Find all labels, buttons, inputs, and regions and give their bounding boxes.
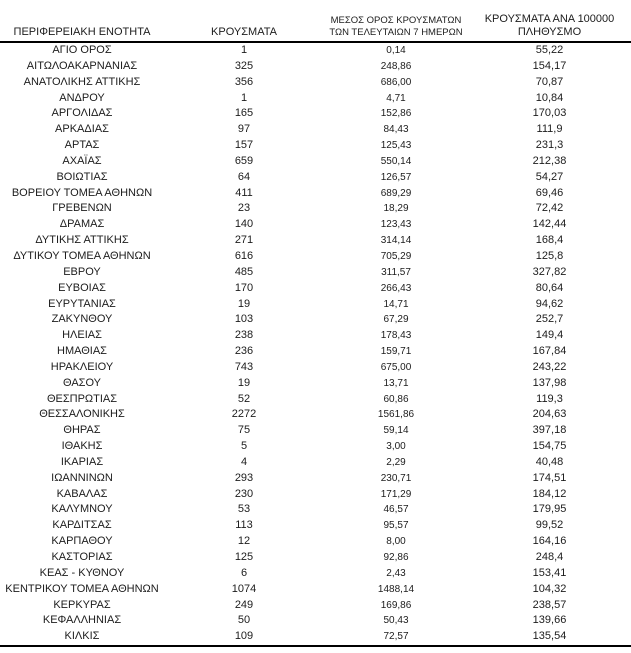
- table-row: [0, 154, 631, 170]
- region-cell: ΑΡΓΟΛΙΔΑΣ: [51, 107, 113, 120]
- table-row: [0, 217, 631, 233]
- table-row: [0, 392, 631, 408]
- per100k-cell: 238,57: [532, 598, 567, 611]
- region-cell: ΗΡΑΚΛΕΙΟΥ: [50, 360, 114, 373]
- region-cell: ΔΥΤΙΚΟΥ ΤΟΜΕΑ ΑΘΗΝΩΝ: [13, 249, 151, 262]
- cases-cell: 103: [234, 313, 254, 326]
- cases-cell: 411: [235, 186, 253, 199]
- region-cell: ΑΡΤΑΣ: [64, 139, 100, 152]
- avg7-cell: 689,29: [380, 187, 412, 199]
- region-cell: ΘΕΣΣΑΛΟΝΙΚΗΣ: [39, 408, 125, 421]
- per100k-cell: 80,64: [535, 281, 564, 294]
- cases-cell: 165: [234, 107, 254, 120]
- region-cell: ΘΗΡΑΣ: [63, 424, 101, 437]
- region-cell: ΚΙΛΚΙΣ: [64, 630, 100, 643]
- table-row: [0, 42, 631, 59]
- per100k-cell: 149,4: [535, 329, 564, 342]
- region-cell: ΕΥΒΟΙΑΣ: [58, 281, 106, 294]
- per100k-cell: 40,48: [535, 455, 564, 468]
- per100k-cell: 70,87: [535, 75, 564, 88]
- avg7-cell: 67,29: [383, 314, 409, 326]
- col-header-region-label: ΠΕΡΙΦΕΡΕΙΑΚΗ ΕΝΟΤΗΤΑ: [13, 25, 151, 38]
- table-row: [0, 439, 631, 455]
- cases-cell: 236: [234, 345, 254, 358]
- per100k-cell: 327,82: [532, 265, 567, 278]
- col-header-cases-label: ΚΡΟΥΣΜΑΤΑ: [211, 25, 277, 38]
- region-cell: ΚΑΡΔΙΤΣΑΣ: [52, 519, 112, 532]
- per100k-cell: 154,17: [532, 59, 567, 72]
- region-cell: ΑΙΤΩΛΟΑΚΑΡΝΑΝΙΑΣ: [26, 59, 138, 72]
- cases-cell: 19: [237, 297, 251, 310]
- region-cell: ΗΛΕΙΑΣ: [62, 329, 102, 342]
- per100k-cell: 153,41: [532, 566, 567, 579]
- region-cell: ΚΕΦΑΛΛΗΝΙΑΣ: [42, 614, 122, 627]
- region-cell: ΚΕΡΚΥΡΑΣ: [53, 598, 111, 611]
- table-row: [0, 629, 631, 646]
- cases-cell: 113: [235, 519, 253, 532]
- per100k-cell: 94,62: [535, 297, 564, 310]
- per100k-cell: 179,95: [532, 503, 567, 516]
- per100k-cell: 54,27: [535, 170, 564, 183]
- per100k-cell: 139,66: [532, 614, 567, 627]
- avg7-cell: 126,57: [380, 171, 412, 183]
- region-cell: ΚΕΝΤΡΙΚΟΥ ΤΟΜΕΑ ΑΘΗΝΩΝ: [5, 582, 159, 595]
- region-cell: ΚΑΛΥΜΝΟΥ: [51, 503, 113, 516]
- table-row: [0, 344, 631, 360]
- region-cell: ΒΟΡΕΙΟΥ ΤΟΜΕΑ ΑΘΗΝΩΝ: [11, 186, 153, 199]
- avg7-cell: 46,57: [383, 504, 409, 516]
- per100k-cell: 72,42: [535, 202, 564, 215]
- avg7-cell: 59,14: [383, 425, 409, 437]
- per100k-cell: 243,22: [532, 360, 567, 373]
- per100k-cell: 184,12: [532, 487, 567, 500]
- avg7-cell: 266,43: [380, 282, 412, 294]
- per100k-cell: 135,54: [532, 630, 567, 643]
- col-header-7day-avg-line1: ΜΕΣΟΣ ΟΡΟΣ ΚΡΟΥΣΜΑΤΩΝ: [330, 15, 462, 26]
- region-cell: ΘΕΣΠΡΩΤΙΑΣ: [46, 392, 118, 405]
- avg7-cell: 230,71: [380, 472, 412, 484]
- avg7-cell: 14,71: [383, 298, 409, 310]
- cases-cell: 5: [240, 440, 248, 453]
- cases-cell: 125: [234, 551, 254, 563]
- region-cell: ΖΑΚΥΝΘΟΥ: [51, 313, 113, 326]
- avg7-cell: 314,14: [380, 235, 412, 247]
- avg7-cell: 95,57: [383, 520, 409, 532]
- table-row: [0, 75, 631, 91]
- per100k-cell: 174,51: [532, 471, 567, 484]
- table-row: [0, 186, 631, 202]
- cases-cell: 2272: [231, 408, 257, 421]
- avg7-cell: 4,71: [386, 92, 406, 104]
- per100k-cell: 10,84: [535, 91, 564, 104]
- cases-cell: 4: [240, 455, 248, 468]
- avg7-cell: 686,00: [380, 76, 412, 88]
- avg7-cell: 311,57: [381, 266, 411, 278]
- table-row: [0, 59, 631, 75]
- col-header-7day-avg-line2: ΤΩΝ ΤΕΛΕΥΤΑΙΩΝ 7 ΗΜΕΡΩΝ: [329, 26, 463, 38]
- avg7-cell: 60,86: [383, 393, 409, 405]
- cases-cell: 743: [234, 360, 254, 373]
- table-row: [0, 122, 631, 138]
- cases-cell: 1: [240, 91, 248, 104]
- per100k-cell: 397,18: [532, 424, 567, 437]
- per100k-cell: 204,63: [532, 408, 567, 421]
- table-row: [0, 297, 631, 313]
- table-row: [0, 487, 631, 503]
- avg7-cell: 84,43: [383, 124, 409, 136]
- per100k-cell: 164,16: [532, 535, 567, 548]
- cases-cell: 485: [234, 265, 254, 278]
- per100k-cell: 231,3: [535, 139, 564, 152]
- cases-cell: 52: [237, 392, 251, 405]
- header-row: [0, 0, 631, 42]
- region-cell: ΑΝΔΡΟΥ: [59, 91, 105, 104]
- per100k-cell: 125,8: [535, 249, 564, 262]
- per100k-cell: 104,32: [532, 582, 567, 595]
- region-cell: ΚΑΣΤΟΡΙΑΣ: [51, 551, 113, 563]
- table-row: [0, 328, 631, 344]
- avg7-cell: 248,86: [380, 60, 412, 72]
- cases-cell: 50: [237, 614, 251, 627]
- table-row: [0, 471, 631, 487]
- table-row: [0, 376, 631, 392]
- table-row: [0, 170, 631, 186]
- region-cell: ΓΡΕΒΕΝΩΝ: [52, 202, 112, 215]
- region-cell: ΚΑΡΠΑΘΟΥ: [51, 535, 113, 548]
- avg7-cell: 159,71: [380, 346, 412, 358]
- cases-cell: 97: [237, 123, 251, 136]
- avg7-cell: 550,14: [380, 155, 412, 167]
- avg7-cell: 178,43: [380, 330, 412, 342]
- per100k-cell: 154,75: [532, 440, 567, 453]
- cases-cell: 325: [234, 59, 254, 72]
- table-row: [0, 138, 631, 154]
- cases-cell: 140: [234, 218, 254, 231]
- per100k-cell: 212,38: [532, 154, 567, 167]
- cases-cell: 230: [234, 487, 254, 500]
- region-cell: ΔΡΑΜΑΣ: [59, 218, 105, 231]
- avg7-cell: 0,14: [386, 45, 406, 56]
- avg7-cell: 13,71: [383, 377, 409, 389]
- region-cell: ΕΒΡΟΥ: [63, 265, 101, 278]
- avg7-cell: 675,00: [380, 361, 412, 373]
- avg7-cell: 1561,86: [377, 409, 415, 421]
- avg7-cell: 152,86: [380, 108, 412, 120]
- per100k-cell: 55,22: [535, 44, 564, 56]
- table-row: [0, 550, 631, 566]
- cases-cell: 64: [237, 170, 251, 183]
- avg7-cell: 125,43: [380, 140, 412, 152]
- per100k-cell: 142,44: [532, 218, 567, 231]
- per100k-cell: 69,46: [535, 186, 564, 199]
- table-row: [0, 407, 631, 423]
- avg7-cell: 72,57: [383, 631, 409, 643]
- avg7-cell: 123,43: [380, 219, 412, 231]
- region-cell: ΔΥΤΙΚΗΣ ΑΤΤΙΚΗΣ: [35, 234, 129, 247]
- col-header-per-100k: [468, 0, 631, 42]
- cases-cell: 75: [237, 424, 251, 437]
- table-row: [0, 598, 631, 614]
- cases-cell: 659: [234, 154, 254, 167]
- avg7-cell: 705,29: [380, 250, 412, 262]
- table-row: [0, 534, 631, 550]
- region-cell: ΙΩΑΝΝΙΝΩΝ: [51, 471, 113, 484]
- cases-cell: 293: [234, 471, 254, 484]
- region-cell: ΕΥΡΥΤΑΝΙΑΣ: [48, 297, 116, 310]
- table-row: [0, 423, 631, 439]
- cases-cell: 12: [237, 535, 251, 548]
- table-row: [0, 281, 631, 297]
- region-cell: ΚΑΒΑΛΑΣ: [56, 487, 108, 500]
- cases-cell: 19: [237, 376, 251, 389]
- per100k-cell: 170,03: [532, 107, 567, 120]
- region-cell: ΗΜΑΘΙΑΣ: [57, 345, 107, 358]
- cases-cell: 271: [234, 234, 254, 247]
- region-cell: ΚΕΑΣ - ΚΥΘΝΟΥ: [39, 566, 125, 579]
- cases-cell: 249: [234, 598, 254, 611]
- region-cell: ΙΚΑΡΙΑΣ: [60, 455, 104, 468]
- per100k-cell: 137,98: [532, 376, 567, 389]
- table-row: [0, 360, 631, 376]
- table-header: [0, 0, 631, 42]
- avg7-cell: 2,29: [386, 456, 406, 468]
- avg7-cell: 18,29: [383, 203, 409, 215]
- avg7-cell: 2,43: [386, 567, 406, 579]
- avg7-cell: 3,00: [386, 441, 406, 453]
- per100k-cell: 252,7: [535, 313, 564, 326]
- col-header-per-100k-line1: ΚΡΟΥΣΜΑΤΑ ΑΝΑ 100000: [484, 13, 615, 25]
- cases-cell: 1074: [231, 582, 257, 595]
- region-cell: ΑΓΙΟ ΟΡΟΣ: [52, 44, 112, 56]
- per100k-cell: 111,9: [536, 123, 563, 136]
- table-row: [0, 582, 631, 598]
- table-row: [0, 233, 631, 249]
- table-body: [0, 42, 631, 646]
- per100k-cell: 119,3: [536, 392, 563, 405]
- cases-cell: 356: [234, 75, 254, 88]
- table-row: [0, 249, 631, 265]
- region-cell: ΑΡΚΑΔΙΑΣ: [55, 123, 109, 136]
- per100k-cell: 99,52: [535, 519, 564, 532]
- cases-cell: 1: [240, 44, 248, 56]
- cases-cell: 23: [237, 202, 251, 215]
- per100k-cell: 248,4: [535, 551, 564, 563]
- table-row: [0, 201, 631, 217]
- region-cell: ΑΧΑΪΑΣ: [62, 154, 102, 167]
- avg7-cell: 171,29: [380, 488, 412, 500]
- table-row: [0, 106, 631, 122]
- table-row: [0, 455, 631, 471]
- avg7-cell: 169,86: [380, 599, 412, 611]
- table-row: [0, 91, 631, 107]
- cases-cell: 170: [234, 281, 254, 294]
- table-row: [0, 566, 631, 582]
- col-header-cases: [164, 0, 324, 42]
- per100k-cell: 167,84: [532, 345, 567, 358]
- region-cell: ΘΑΣΟΥ: [62, 376, 102, 389]
- table-row: [0, 613, 631, 629]
- cases-cell: 238: [234, 329, 254, 342]
- region-cell: ΑΝΑΤΟΛΙΚΗΣ ΑΤΤΙΚΗΣ: [23, 75, 141, 88]
- table-row: [0, 502, 631, 518]
- cases-cell: 157: [234, 139, 254, 152]
- col-header-7day-avg: [324, 0, 468, 42]
- cases-cell: 6: [240, 566, 248, 579]
- table-row: [0, 518, 631, 534]
- col-header-per-100k-line2: ΠΛΗΘΥΣΜΟ: [517, 25, 582, 38]
- avg7-cell: 92,86: [383, 552, 409, 563]
- per100k-cell: 168,4: [535, 234, 564, 247]
- cases-cell: 109: [234, 630, 254, 643]
- table-row: [0, 312, 631, 328]
- region-cell: ΙΘΑΚΗΣ: [61, 440, 103, 453]
- cases-cell: 53: [237, 503, 251, 516]
- region-cell: ΒΟΙΩΤΙΑΣ: [56, 170, 108, 183]
- cases-cell: 616: [234, 249, 254, 262]
- table-row: [0, 265, 631, 281]
- avg7-cell: 1488,14: [377, 583, 415, 595]
- col-header-region: [0, 0, 164, 42]
- avg7-cell: 50,43: [383, 615, 409, 627]
- avg7-cell: 8,00: [386, 536, 406, 548]
